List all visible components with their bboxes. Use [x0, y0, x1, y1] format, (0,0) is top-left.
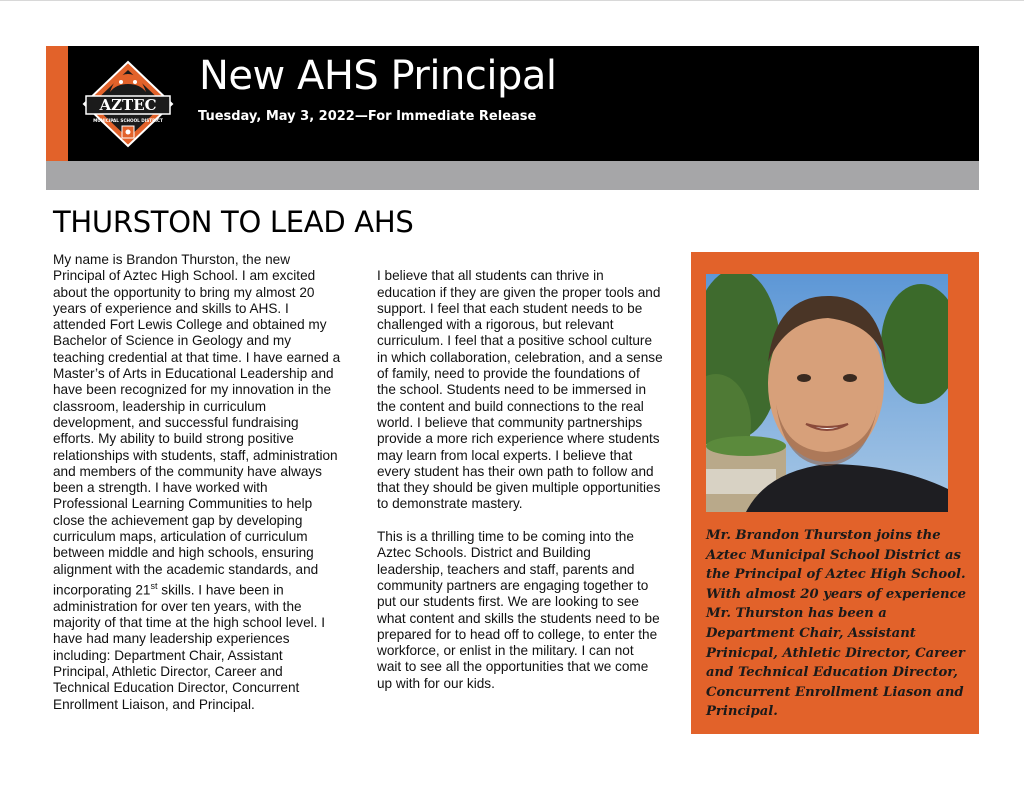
top-rule	[0, 0, 1024, 1]
banner-title: New AHS Principal	[199, 53, 557, 99]
superscript-st: st	[150, 580, 158, 591]
principal-photo	[706, 274, 948, 512]
article-paragraph: I believe that all students can thrive in education if they are given the proper tools and support. I feel that each student needs to be challenged with a rigorous, but relevant curriculum. I feel that a positive school culture in which collaboration, celebration, and a sense of family, need to provide the foundations of the school. Students need to be immersed in the content and build connections to the real world. I believe that community partnerships provide a more rich experience where students may learn from local experts. I believe that every student has their own path to follow and that they should be given multiple opportunities to demonstrate mastery.	[377, 268, 663, 512]
header-banner	[46, 46, 979, 161]
sidebar-box	[691, 252, 979, 734]
photo-caption: Mr. Brandon Thurston joins the Aztec Municipal School District as the Principal of Aztec High School. With almost 20 years of experience Mr. Thurston has been a Department Chair, Assistant Prinicpal, Athletic Director, Career and Technical Education Director, Concurrent Enrollment Liason and Principal.	[706, 528, 967, 720]
banner-accent-stripe	[46, 46, 68, 161]
logo-text: AZTEC	[99, 96, 157, 114]
banner-date-line: Tuesday, May 3, 2022—For Immediate Release	[198, 109, 537, 124]
logo-subtext: MUNICIPAL SCHOOL DISTRICT	[93, 118, 163, 123]
article-paragraph: This is a thrilling time to be coming into the Aztec Schools. District and Building leadership, teachers and staff, parents and community partners are engaging together to put our students first. We are looking to see what content and skills the students need to be prepared for to head off to college, to enter the workforce, or enlist in the military. I can not wait to see all the opportunities that we come up with for our kids.	[377, 529, 660, 691]
grey-band	[46, 161, 979, 190]
article-headline: THURSTON TO LEAD AHS	[53, 205, 414, 239]
article-column-left: My name is Brandon Thurston, the new Principal of Aztec High School. I am excited about the opportunity to bring my almost 20 years of experience and skills to AHS. I attended Fort Lewis College and obtained my Bachelor of Science in Geology and my teaching credential at that time. I have earned a Master’s of Arts in Educational Leadership and have been recognized for my innovation in the classroom, leadership in curriculum development, and successful fundraising efforts. My ability to build strong positive relationships with students, staff, administration and members of the community have always been a strength. I have worked with Professional Learning Communities to help close the achievement gap by developing curriculum maps, articulation of curriculum between middle and high schools, ensuring alignment with the academic standards, and incorporating 21st skills. I have been in administration for over ten years, with the majority of that time at the high school level. I have had many leadership experiences including: Department Chair, Assistant Principal, Athletic Director, Career and Technical Education Director, Concurrent Enrollment Liaison, and Principal.	[53, 252, 341, 712]
aztec-logo-icon	[80, 60, 176, 148]
article-column-middle	[377, 252, 682, 708]
